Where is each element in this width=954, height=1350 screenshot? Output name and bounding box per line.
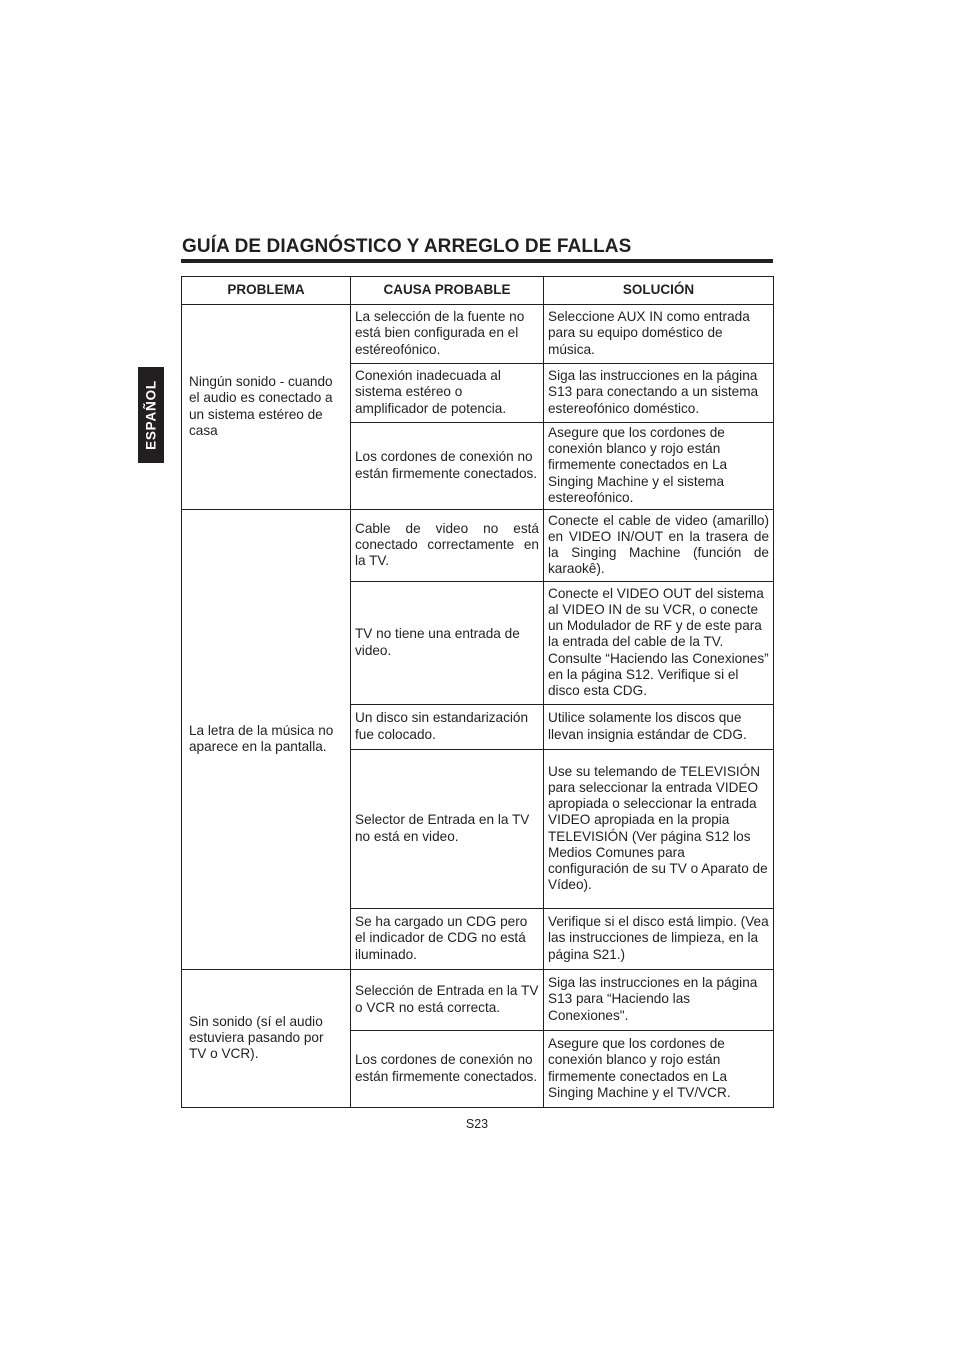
- cause-cell: Los cordones de conexión no están firmemente conectados.: [351, 423, 544, 510]
- solution-cell: Siga las instrucciones en la página S13 para “Haciendo las Conexiones".: [544, 970, 774, 1031]
- solution-cell: Conecte el cable de video (amarillo) en VIDEO IN/OUT en la trasera de la Singing Machine (función de karaokê).: [544, 510, 774, 582]
- cause-cell: TV no tiene una entrada de video.: [351, 582, 544, 705]
- header-solution: SOLUCIÓN: [544, 277, 774, 305]
- solution-cell: Seleccione AUX IN como entrada para su equipo doméstico de música.: [544, 305, 774, 364]
- language-tab-label: ESPAÑOL: [143, 380, 159, 450]
- solution-cell: Asegure que los cordones de conexión blanco y rojo están firmemente conectados en La Singing Machine y el TV/VCR.: [544, 1031, 774, 1108]
- solution-cell: Asegure que los cordones de conexión blanco y rojo están firmemente conectados en La Singing Machine y el sistema estereofónico.: [544, 423, 774, 510]
- cause-cell: Los cordones de conexión no están firmemente conectados.: [351, 1031, 544, 1108]
- solution-cell: Use su telemando de TELEVISIÓN para seleccionar la entrada VIDEO apropiada o seleccionar la entrada VIDEO apropiada en la propia TELEVISIÓN (Ver página S12 los Medios Comunes para configuración de su TV o Aparato de Vídeo).: [544, 750, 774, 909]
- header-problem: PROBLEMA: [182, 277, 351, 305]
- table-header-row: [182, 277, 774, 305]
- table-row: [182, 305, 774, 364]
- page-title: GUÍA DE DIAGNÓSTICO Y ARREGLO DE FALLAS: [182, 236, 632, 257]
- troubleshooting-table: [181, 276, 774, 1108]
- solution-cell: Verifique si el disco está limpio. (Vea las instrucciones de limpieza, en la página S21.): [544, 909, 774, 970]
- table-row: [182, 510, 774, 582]
- problem-cell: Ningún sonido - cuando el audio es conectado a un sistema estéreo de casa: [182, 305, 351, 510]
- cause-cell: Cable de video no está conectado correctamente en la TV.: [351, 510, 544, 582]
- cause-cell: La selección de la fuente no está bien configurada en el estéreofónico.: [351, 305, 544, 364]
- problem-cell: La letra de la música no aparece en la pantalla.: [182, 510, 351, 970]
- solution-cell: Siga las instrucciones en la página S13 para conectando a un sistema estereofónico doméstico.: [544, 364, 774, 423]
- header-cause: CAUSA PROBABLE: [351, 277, 544, 305]
- language-tab: [138, 367, 164, 463]
- cause-cell: Selector de Entrada en la TV no está en video.: [351, 750, 544, 909]
- table-row: [182, 970, 774, 1031]
- title-underline: [181, 259, 773, 263]
- cause-cell: Conexión inadecuada al sistema estéreo o amplificador de potencia.: [351, 364, 544, 423]
- problem-cell: Sin sonido (sí el audio estuviera pasando por TV o VCR).: [182, 970, 351, 1108]
- cause-cell: Selección de Entrada en la TV o VCR no está correcta.: [351, 970, 544, 1031]
- solution-cell: Conecte el VIDEO OUT del sistema al VIDEO IN de su VCR, o conecte un Modulador de RF y de este para la entrada del cable de la TV. Consulte “Haciendo las Conexiones” en la página S12. Verifique si el disco esta CDG.: [544, 582, 774, 705]
- page-number: S23: [465, 1117, 489, 1131]
- cause-cell: Un disco sin estandarización fue colocado.: [351, 705, 544, 750]
- cause-cell: Se ha cargado un CDG pero el indicador de CDG no está iluminado.: [351, 909, 544, 970]
- solution-cell: Utilice solamente los discos que llevan insignia estándar de CDG.: [544, 705, 774, 750]
